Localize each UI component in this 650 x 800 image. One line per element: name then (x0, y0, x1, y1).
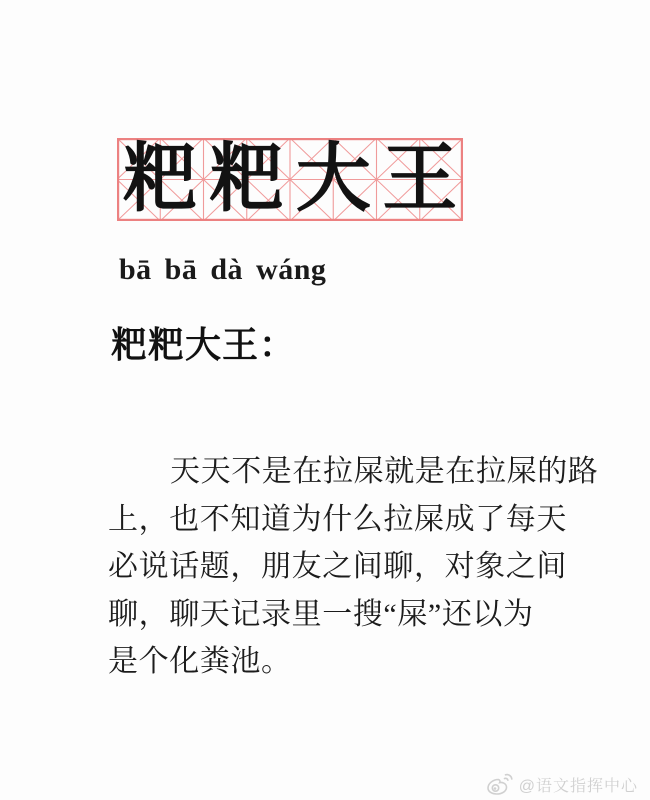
title-char: 大 (295, 138, 371, 221)
definition-body (108, 448, 613, 686)
definition-heading: 粑粑大王： (111, 324, 297, 365)
watermark (486, 773, 638, 796)
definition-line: 上，也不知道为什么拉屎成了每天 (108, 502, 567, 536)
title-char: 粑 (122, 138, 198, 221)
weibo-icon (486, 773, 513, 796)
title-practice-grid (117, 138, 463, 221)
definition-line: 聊，聊天记录里一搜“屎”还以为 (108, 597, 534, 631)
title-char: 粑 (209, 138, 285, 221)
title-characters (117, 138, 463, 221)
definition-line: 天天不是在拉屎就是在拉屎的路 (170, 455, 599, 488)
watermark-text: @语文指挥中心 (518, 778, 638, 795)
definition-line: 是个化粪池。 (108, 645, 292, 678)
title-char: 王 (382, 138, 458, 221)
definition-line: 必说话题，朋友之间聊，对象之间 (108, 550, 567, 583)
pinyin-text: bā bā dà wáng (119, 253, 327, 286)
